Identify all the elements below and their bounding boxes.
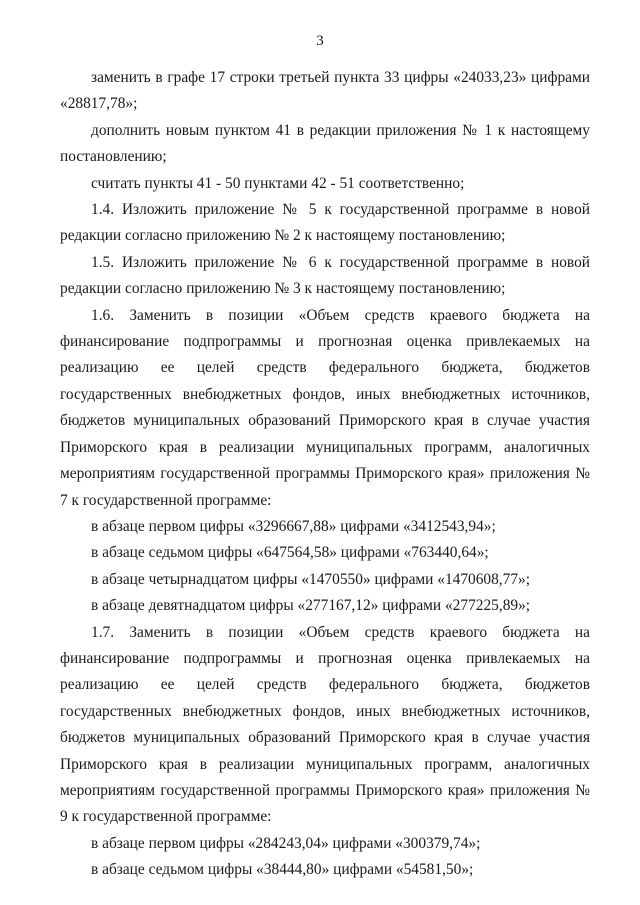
paragraph-1-7: 1.7. Заменить в позиции «Объем средств краевого бюджета на финансирование подпрограммы и прогнозная оценка привлекаемых на реализацию ее целей средств федерального бюджета, бюджетов государственных внебюджетных фондов, иных внебюджетных источников, бюджетов муниципальных образований Приморского края в случае участия Приморского края в реализации муниципальных программ, аналогичных мероприятиям государственной программы Приморского края» приложения № 9 к государственной программе:: [60, 623, 590, 826]
paragraph-1-4: 1.4. Изложить приложение № 5 к государственной программе в новой редакции согласно приложению № 2 к настоящему постановлению;: [60, 201, 590, 245]
paragraph-1-6: 1.6. Заменить в позиции «Объем средств краевого бюджета на финансирование подпрограммы и прогнозная оценка привлекаемых на реализацию ее целей средств федерального бюджета, бюджетов государственных внебюджетных фондов, иных внебюджетных источников, бюджетов муниципальных образований Приморского края в случае участия Приморского края в реализации муниципальных программ, аналогичных мероприятиям государственной программы Приморского края» приложения № 7 к государственной программе:: [60, 306, 590, 509]
paragraph-add-item41: дополнить новым пунктом 41 в редакции приложения № 1 к настоящему постановлению;: [60, 121, 590, 166]
paragraph-1-6-seventh: в абзаце седьмом цифры «647564,58» цифрами «763440,64»;: [91, 544, 489, 562]
page-number: 3: [316, 33, 324, 49]
paragraph-1-7-seventh: в абзаце седьмом цифры «38444,80» цифрами «54581,50»;: [91, 861, 474, 879]
paragraph-1-7-first: в абзаце первом цифры «284243,04» цифрами «300379,74»;: [91, 834, 481, 852]
paragraph-1-6-first: в абзаце первом цифры «3296667,88» цифрами «3412543,94»;: [91, 517, 496, 535]
paragraph-1-6-fourteenth: в абзаце четырнадцатом цифры «1470550» цифрами «1470608,77»;: [91, 570, 531, 588]
paragraph-renumber-items: считать пункты 41 - 50 пунктами 42 - 51 соответственно;: [91, 174, 465, 192]
paragraph-1-5: 1.5. Изложить приложение № 6 к государственной программе в новой редакции согласно приложению № 3 к настоящему постановлению;: [60, 253, 590, 298]
paragraph-replace-row17: заменить в графе 17 строки третьей пункта 33 цифры «24033,23» цифрами «28817,78»;: [60, 69, 590, 113]
paragraph-1-6-nineteenth: в абзаце девятнадцатом цифры «277167,12» цифрами «277225,89»;: [91, 597, 531, 615]
document-body: [60, 65, 590, 884]
